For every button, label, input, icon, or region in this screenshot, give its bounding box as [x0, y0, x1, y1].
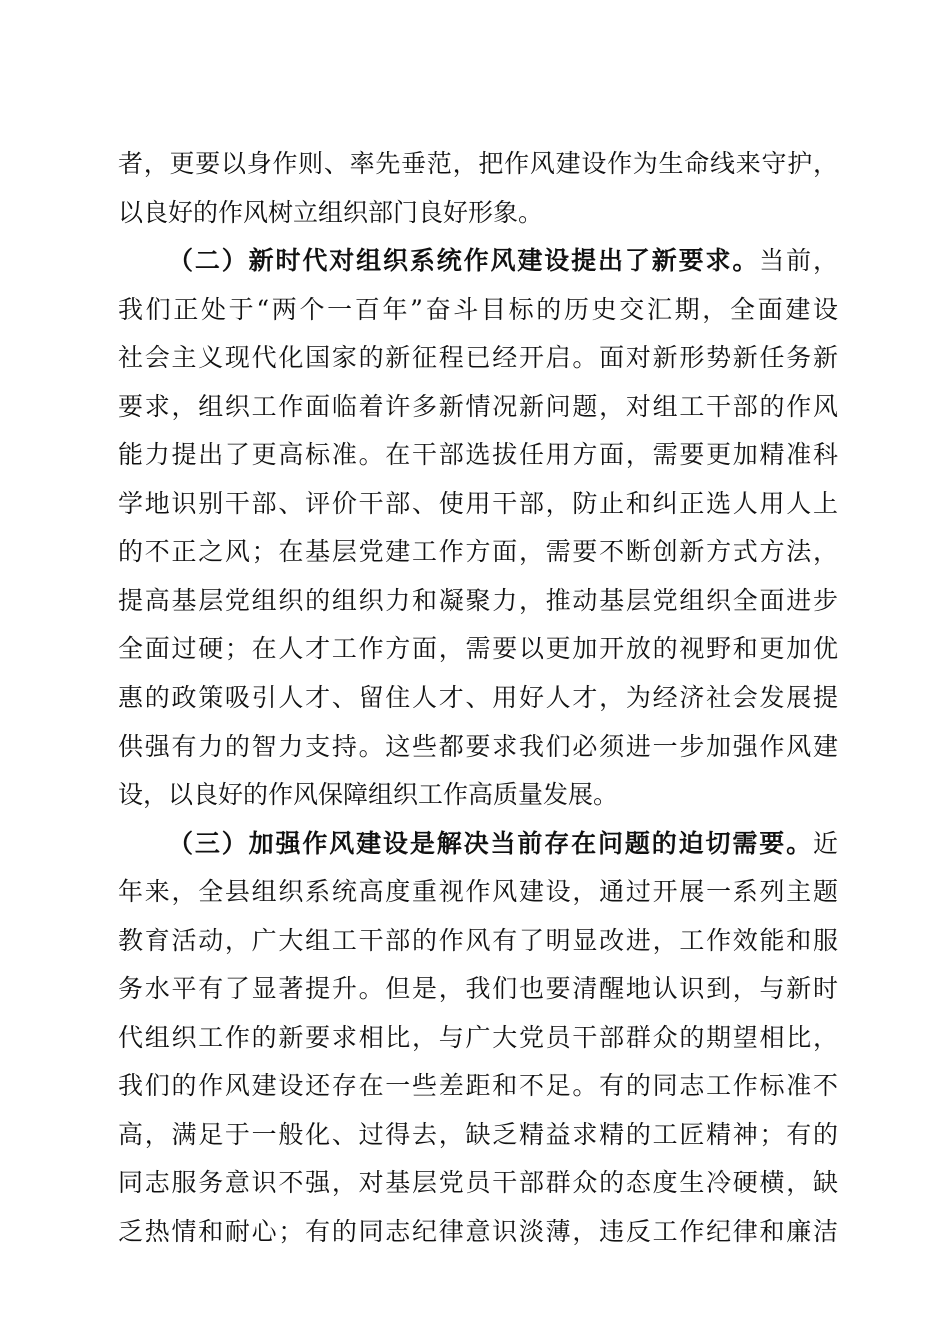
paragraph-line: 学地识别干部、评价干部、使用干部，防止和纠正选人用人上	[118, 488, 838, 518]
paragraph-line: 惠的政策吸引人才、留住人才、用好人才，为经济社会发展提	[118, 683, 838, 713]
paragraph-line: 设，以良好的作风保障组织工作高质量发展。	[118, 780, 619, 810]
section-heading: （二）新时代对组织系统作风建设提出了新要求。	[168, 246, 760, 276]
paragraph-line: 务水平有了显著提升。但是，我们也要清醒地认识到，与新时	[118, 974, 838, 1004]
paragraph-line: 高，满足于一般化、过得去，缺乏精益求精的工匠精神；有的	[118, 1119, 838, 1149]
paragraph-line: 社会主义现代化国家的新征程已经开启。面对新形势新任务新	[118, 343, 838, 373]
paragraph-line: 代组织工作的新要求相比，与广大党员干部群众的期望相比，	[118, 1022, 838, 1052]
heading-line-text: 当前，	[759, 246, 838, 276]
paragraph-line: 以良好的作风树立组织部门良好形象。	[118, 197, 544, 227]
paragraph-line: 同志服务意识不强，对基层党员干部群众的态度生冷硬横，缺	[118, 1168, 838, 1198]
paragraph-line: 要求，组织工作面临着许多新情况新问题，对组工干部的作风	[118, 391, 838, 421]
paragraph-line: 供强有力的智力支持。这些都要求我们必须进一步加强作风建	[118, 731, 838, 761]
paragraph-line: 我们正处于“两个一百年”奋斗目标的历史交汇期，全面建设	[118, 294, 838, 324]
section-heading: （三）加强作风建设是解决当前存在问题的迫切需要。	[168, 828, 813, 858]
section-heading-line	[118, 237, 838, 286]
paragraph-line: 全面过硬；在人才工作方面，需要以更加开放的视野和更加优	[118, 634, 838, 664]
paragraph-line: 的不正之风；在基层党建工作方面，需要不断创新方式方法，	[118, 537, 838, 567]
paragraph-line: 能力提出了更高标准。在干部选拔任用方面，需要更加精准科	[118, 440, 838, 470]
paragraph-line: 乏热情和耐心；有的同志纪律意识淡薄，违反工作纪律和廉洁	[118, 1217, 838, 1247]
paragraph-line: 提高基层党组织的组织力和凝聚力，推动基层党组织全面进步	[118, 585, 838, 615]
paragraph-line: 我们的作风建设还存在一些差距和不足。有的同志工作标准不	[118, 1071, 838, 1101]
document-body	[118, 140, 838, 1257]
heading-line-text: 近	[812, 828, 838, 858]
section-heading-line	[118, 820, 838, 869]
paragraph-line: 教育活动，广大组工干部的作风有了明显改进，工作效能和服	[118, 925, 838, 955]
paragraph-line: 者，更要以身作则、率先垂范，把作风建设作为生命线来守护，	[118, 149, 838, 178]
paragraph-line: 年来，全县组织系统高度重视作风建设，通过开展一系列主题	[118, 877, 838, 907]
